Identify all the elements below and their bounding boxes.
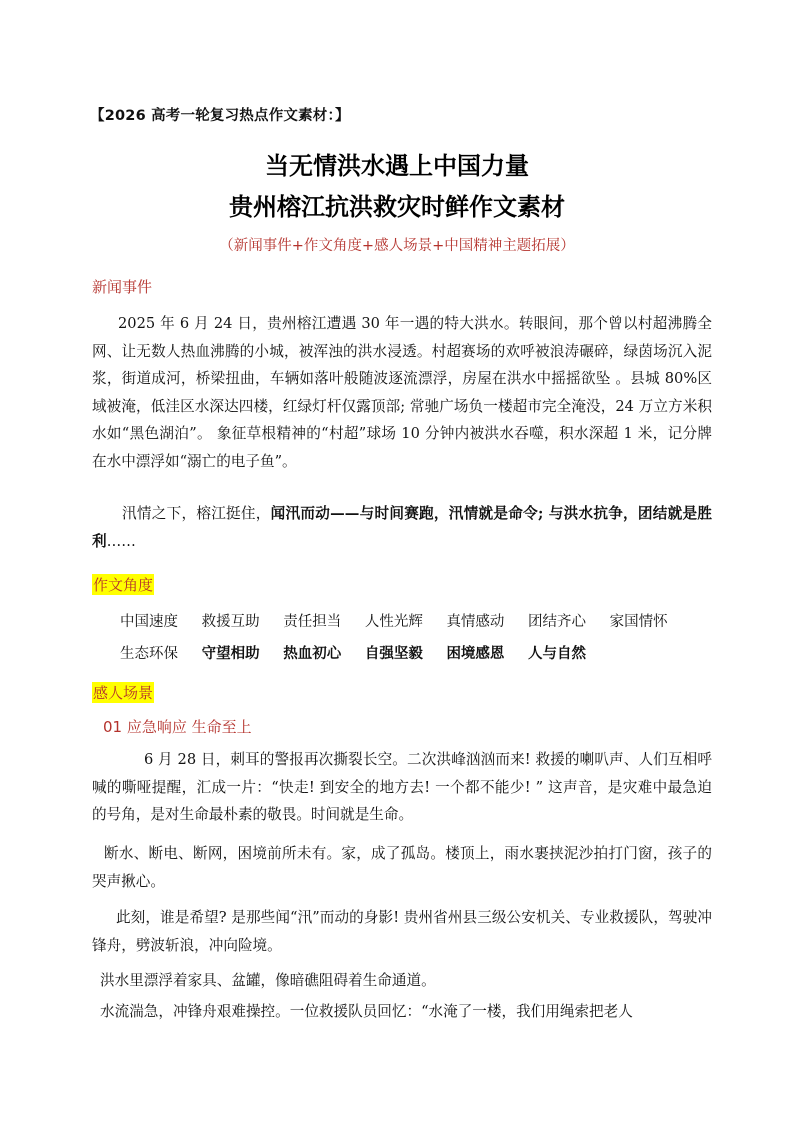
scene-paragraph-4: 洪水里漂浮着家具、盆罐，像暗礁阻碍着生命通道。: [100, 972, 436, 989]
angle-tag-bold: 自强坚毅: [364, 646, 423, 662]
angle-tag: 生态环保: [120, 646, 178, 662]
main-title: 当无情洪水遇上中国力量: [265, 152, 529, 180]
angle-tag: 人性光辉: [364, 614, 423, 630]
angle-tag: 中国速度: [120, 614, 178, 630]
angle-tag: 家国情怀: [609, 614, 668, 630]
scenes-heading: 感人场景: [93, 684, 154, 702]
news-heading: 新闻事件: [92, 278, 153, 296]
scene-subheading: 01 应急响应 生命至上: [103, 718, 252, 736]
angle-tag: 救援互助: [201, 614, 260, 630]
scene-paragraph-5: 水流湍急，冲锋舟艰难操控。一位救援队员回忆：“水淹了一楼，我们用绳索把老人: [100, 1003, 633, 1020]
news-summary-bold: 闻汛而动——与时间赛跑，汛情就是命令; 与洪水抗争，团结就是胜利: [92, 505, 712, 550]
scene-paragraph-1: 6 月 28 日，刺耳的警报再次撕裂长空。二次洪峰汹汹而来! 救援的喇叭声、人们互相呼喊的嘶哑提醒，汇成一片：“快走! 到安全的地方去! 一个都不能少! ” 这声音，是灾难中最急迫的号角，是对生命最朴素的敬畏。时间就是生命。: [92, 751, 712, 823]
angle-tag-bold: 困境感恩: [446, 646, 505, 662]
scene-paragraph-2: 断水、断电、断网，困境前所未有。家，成了孤岛。楼顶上，雨水裹挟泥沙拍打门窗，孩子的哭声揪心。: [92, 845, 712, 890]
title-note: （新闻事件+作文角度+感人场景+中国精神主题拓展）: [219, 238, 575, 254]
pre-title: 【2026 高考一轮复习热点作文素材：】: [90, 108, 350, 124]
angle-tag-bold: 人与自然: [528, 646, 587, 662]
angles-row-1: [120, 610, 720, 631]
angles-heading: 作文角度: [93, 576, 154, 594]
news-summary-plain: 汛情之下，榕江挺住，: [122, 505, 271, 522]
angle-tag-bold: 热血初心: [283, 646, 342, 662]
news-paragraph: 2025 年 6 月 24 日，贵州榕江遭遇 30 年一遇的特大洪水。转眼间，那个曾以村超沸腾全网、让无数人热血沸腾的小城，被浑浊的洪水浸透。村超赛场的欢呼被浪涛碾碎，绿茵场沉入泥浆，街道成河，桥梁扭曲，车辆如落叶般随波逐流漂浮，房屋在洪水中摇摇欲坠 。县城 80%区域被淹，低洼区水深达四楼，红绿灯杆仅露顶部; 常驰广场负一楼超市完全淹没，24 万立方米积水如“黑色湖泊”。 象征草根精神的“村超”球场 10 分钟内被洪水吞噬，积水深超 1 米，记分牌在水中漂浮如“溺亡的电子鱼”。: [92, 315, 712, 470]
news-summary-tail: ……: [106, 532, 136, 550]
sub-title: 贵州榕江抗洪救灾时鲜作文素材: [229, 193, 565, 221]
angle-tag-bold: 守望相助: [201, 646, 260, 662]
angles-row-2: [120, 642, 720, 663]
angle-tag: 责任担当: [283, 614, 342, 630]
news-summary-paragraph: [92, 500, 712, 555]
scene-paragraph-3: 此刻，谁是希望? 是那些闻“汛”而动的身影! 贵州省州县三级公安机关、专业救援队，驾驶冲锋舟，劈波斩浪，冲向险境。: [92, 909, 712, 954]
angle-tag: 真情感动: [446, 614, 505, 630]
angle-tag: 团结齐心: [528, 614, 587, 630]
